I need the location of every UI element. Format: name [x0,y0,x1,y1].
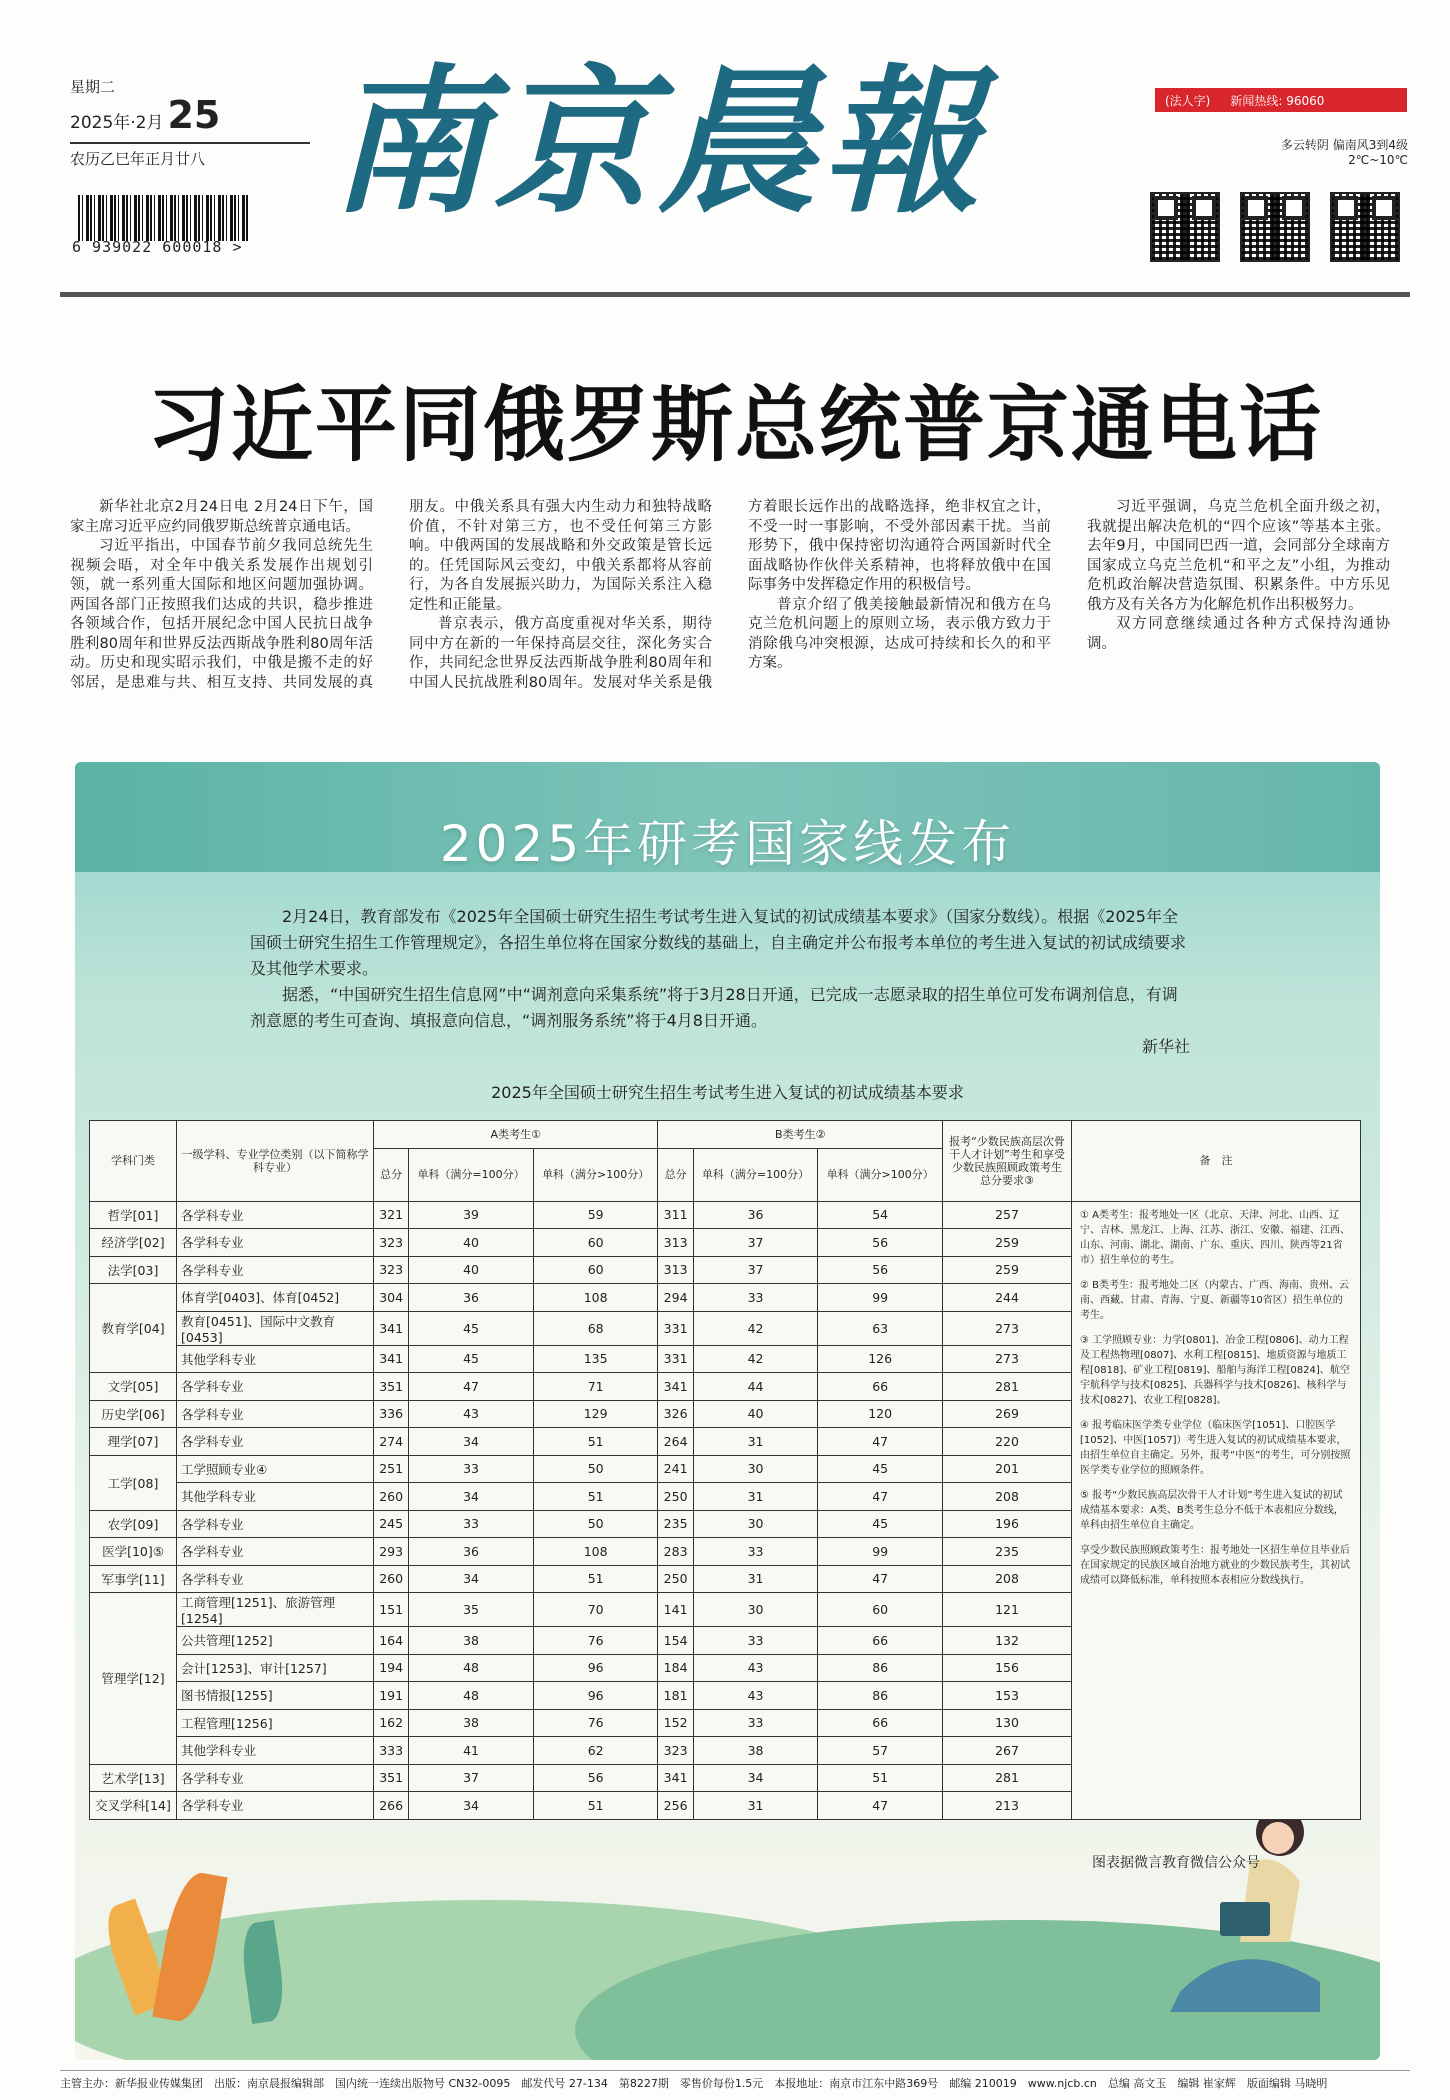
cell-score: 47 [818,1565,943,1593]
cell-score: 323 [374,1229,409,1257]
cell-score: 37 [409,1764,534,1792]
cell-discipline: 各学科专业 [177,1538,374,1566]
cell-score: 44 [693,1373,818,1401]
cell-score: 162 [374,1709,409,1737]
cell-score: 35 [409,1593,534,1627]
cell-discipline: 会计[1253]、审计[1257] [177,1654,374,1682]
cell-score: 153 [943,1682,1072,1710]
cell-score: 70 [533,1593,658,1627]
cell-score: 45 [818,1455,943,1483]
cell-score: 213 [943,1792,1072,1820]
cell-score: 181 [658,1682,693,1710]
hotline-label: (法人字) [1165,93,1211,108]
cell-score: 326 [658,1400,693,1428]
note-item: ① A类考生：报考地处一区（北京、天津、河北、山西、辽宁、吉林、黑龙江、上海、江苏、浙江、安徽、福建、江西、山东、河南、湖北、湖南、广东、重庆、四川、陕西等21省市）招生单位的考生。 [1080,1209,1350,1266]
cell-score: 31 [693,1428,818,1456]
day-number: 25 [167,93,221,137]
cell-score: 42 [693,1345,818,1373]
cell-score: 311 [658,1201,693,1229]
cell-score: 51 [818,1764,943,1792]
cell-score: 34 [409,1565,534,1593]
cell-category: 哲学[01] [90,1201,177,1229]
cell-score: 59 [533,1201,658,1229]
cell-score: 151 [374,1593,409,1627]
cell-score: 45 [409,1345,534,1373]
cell-score: 40 [693,1400,818,1428]
qr-code-icon[interactable] [1240,192,1310,262]
cell-score: 34 [693,1764,818,1792]
cell-score: 47 [818,1483,943,1511]
cell-score: 273 [943,1311,1072,1345]
cell-score: 260 [374,1565,409,1593]
article-paragraph: 习近平指出，中国春节前夕我同总统先生视频会晤，对全年中俄关系发展作出规划引领，就一系列重大国际和地区问题加强协调。两国各部门正按照我们达成的共识，稳步推进各领域合作，包括开展纪念中国人民抗日战争胜利80周年和世界反法西斯战争胜利80周年活动。历史和现实昭示我们，中俄是搬不走的好邻居，是患难与共、相互支持、共同发展的真朋友。中俄关系具有强大内生动力和独特战略价值，不针对第三方，也不受任何第三方影响。中俄两国的发展战略和外交政策是管长远的。任凭国际风云变幻，中俄关系都将从容前行，为各自发展振兴助力，为国际关系注入稳定性和正能量。 [70,499,712,691]
cell-score: 164 [374,1627,409,1655]
cell-score: 86 [818,1682,943,1710]
cell-score: 99 [818,1538,943,1566]
hotline-number: 新闻热线: 96060 [1230,93,1325,108]
weather-condition: 多云转阴 偏南风3到4级 [1280,138,1408,152]
cell-score: 244 [943,1284,1072,1312]
header-single-100: 单科（满分=100分） [693,1148,818,1201]
article-paragraph: 习近平强调，乌克兰危机全面升级之初，我就提出解决危机的“四个应该”等基本主张。去年9月，中国同巴西一道，会同部分全球南方国家成立乌克兰危机“和平之友”小组，为推动危机政治解决营造氛围、积累条件。中方乐见俄方及有关各方为化解危机作出积极努力。 [1087,499,1390,613]
cell-score: 283 [658,1538,693,1566]
note-item: ④ 报考临床医学类专业学位（临床医学[1051]、口腔医学[1052]、中医[1057]）考生进入复试的初试成绩基本要求，由招生单位自主确定。另外，报考“中医”的考生，可分别按照医学类专业学位的照顾条件。 [1080,1419,1351,1476]
qr-code-icon[interactable] [1330,192,1400,262]
cell-score: 341 [658,1764,693,1792]
cell-category: 艺术学[13] [90,1764,177,1792]
cell-discipline: 各学科专业 [177,1201,374,1229]
cell-discipline: 各学科专业 [177,1256,374,1284]
cell-score: 36 [409,1284,534,1312]
cell-score: 41 [409,1737,534,1765]
cell-discipline: 各学科专业 [177,1510,374,1538]
cell-score: 33 [409,1455,534,1483]
date-block [70,78,310,169]
cell-score: 30 [693,1510,818,1538]
cell-score: 30 [693,1593,818,1627]
feature-intro [250,904,1190,1060]
cell-score: 108 [533,1538,658,1566]
cell-score: 130 [943,1709,1072,1737]
cell-score: 341 [374,1311,409,1345]
cell-score: 60 [533,1229,658,1257]
cell-discipline: 其他学科专业 [177,1483,374,1511]
cell-score: 323 [374,1256,409,1284]
cell-score: 331 [658,1345,693,1373]
cell-score: 31 [693,1792,818,1820]
cell-discipline: 工学照顾专业④ [177,1455,374,1483]
cell-score: 31 [693,1483,818,1511]
cell-category: 医学[10]⑤ [90,1538,177,1566]
cell-score: 50 [533,1510,658,1538]
cell-score: 96 [533,1682,658,1710]
cell-score: 241 [658,1455,693,1483]
cell-category: 农学[09] [90,1510,177,1538]
note-item: ⑤ 报考“少数民族高层次骨干人才计划”考生进入复试的初试成绩基本要求：A类、B类考生总分不低于本表相应分数线，单科由招生单位自主确定。 [1080,1489,1344,1531]
cell-score: 40 [409,1229,534,1257]
cell-score: 201 [943,1455,1072,1483]
cell-score: 256 [658,1792,693,1820]
article-paragraph: 普京表示，俄方高度重视对华关系，期待同中方在新的一年保持高层交往，深化务实合作，共同纪念世界反法西斯战争胜利80周年和中国人民抗战胜利80周年。发展对华关系是俄方着眼长远作出的战略选择，绝非权宜之计，不受一时一事影响，不受外部因素干扰。当前形势下，俄中保持密切沟通符合两国新时代全面战略协作伙伴关系精神，也将释放俄中在国际事务中发挥稳定作用的积极信号。 [409,499,1051,691]
cell-score: 62 [533,1737,658,1765]
cell-score: 281 [943,1764,1072,1792]
imprint-footer: 主管主办：新华报业传媒集团 出版：南京晨报编辑部 国内统一连续出版物号 CN32-0095 邮发代号 27-134 第8227期 零售价每份1.5元 本报地址：南京市江东中路369号 邮编 210019 www.njcb.cn 总编 高文玉 编辑 崔家辉 版面编辑 马晓明 [60,2070,1410,2091]
score-table [89,1120,1361,1820]
cell-score: 250 [658,1565,693,1593]
cell-discipline: 各学科专业 [177,1792,374,1820]
cell-score: 30 [693,1455,818,1483]
cell-score: 293 [374,1538,409,1566]
header-total: 总分 [374,1148,409,1201]
feature-title: 2025年研考国家线发布 [439,815,1016,873]
cell-category: 交叉学科[14] [90,1792,177,1820]
cell-score: 267 [943,1737,1072,1765]
cell-category: 工学[08] [90,1455,177,1510]
exam-score-feature [75,762,1380,2060]
cell-score: 45 [409,1311,534,1345]
cell-category: 教育学[04] [90,1284,177,1373]
cell-score: 351 [374,1764,409,1792]
cell-score: 56 [818,1229,943,1257]
cell-score: 42 [693,1311,818,1345]
cell-score: 341 [658,1373,693,1401]
cell-score: 33 [693,1709,818,1737]
cell-score: 208 [943,1483,1072,1511]
cell-category: 管理学[12] [90,1593,177,1765]
header-a-group: A类考生① [374,1121,658,1149]
cell-score: 36 [693,1201,818,1229]
cell-score: 132 [943,1627,1072,1655]
cell-score: 191 [374,1682,409,1710]
barcode-number: 6 939022 600018 > [72,238,243,256]
cell-discipline: 各学科专业 [177,1229,374,1257]
header-special: 报考“少数民族高层次骨干人才计划”考生和享受少数民族照顾政策考生总分要求③ [943,1121,1072,1202]
cell-discipline: 工程管理[1256] [177,1709,374,1737]
cell-score: 108 [533,1284,658,1312]
qr-code-icon[interactable] [1150,192,1220,262]
cell-score: 313 [658,1256,693,1284]
cell-score: 43 [693,1654,818,1682]
cell-score: 63 [818,1311,943,1345]
cell-score: 331 [658,1311,693,1345]
cell-score: 304 [374,1284,409,1312]
cell-score: 235 [658,1510,693,1538]
cell-discipline: 各学科专业 [177,1400,374,1428]
cell-score: 33 [693,1627,818,1655]
cell-score: 57 [818,1737,943,1765]
cell-category: 法学[03] [90,1256,177,1284]
cell-score: 76 [533,1709,658,1737]
newspaper-logo [330,48,1110,238]
cell-score: 47 [818,1792,943,1820]
header-category: 学科门类 [90,1121,177,1202]
cell-discipline: 体育学[0403]、体育[0452] [177,1284,374,1312]
cell-score: 36 [409,1538,534,1566]
cell-score: 76 [533,1627,658,1655]
cell-score: 313 [658,1229,693,1257]
weekday: 星期二 [70,78,116,96]
header-single-over: 单科（满分>100分） [818,1148,943,1201]
cell-discipline: 其他学科专业 [177,1737,374,1765]
cell-score: 351 [374,1373,409,1401]
chart-credit: 图表据微言教育微信公众号 [1092,1855,1260,1871]
cell-score: 33 [693,1538,818,1566]
cell-score: 250 [658,1483,693,1511]
cell-category: 经济学[02] [90,1229,177,1257]
header-total: 总分 [658,1148,693,1201]
cell-score: 269 [943,1400,1072,1428]
hotline-bar [1155,88,1407,112]
cell-score: 71 [533,1373,658,1401]
cell-score: 260 [374,1483,409,1511]
cell-score: 45 [818,1510,943,1538]
cell-score: 126 [818,1345,943,1373]
cell-score: 264 [658,1428,693,1456]
cell-score: 66 [818,1709,943,1737]
cell-category: 军事学[11] [90,1565,177,1593]
cell-category: 文学[05] [90,1373,177,1401]
cell-discipline: 各学科专业 [177,1565,374,1593]
header-single-over: 单科（满分>100分） [533,1148,658,1201]
cell-score: 281 [943,1373,1072,1401]
cell-score: 51 [533,1792,658,1820]
cell-score: 51 [533,1483,658,1511]
cell-score: 220 [943,1428,1072,1456]
intro-source: 新华社 [1141,1037,1190,1056]
cell-discipline: 图书情报[1255] [177,1682,374,1710]
cell-score: 56 [818,1256,943,1284]
intro-paragraph: 2月24日，教育部发布《2025年全国硕士研究生招生考试考生进入复试的初试成绩基本要求》（国家分数线）。根据《2025年全国硕士研究生招生工作管理规定》，各招生单位将在国家分数线的基础上，自主确定并公布报考本单位的考生进入复试的初试成绩要求及其他学术要求。 [250,907,1187,978]
cell-score: 54 [818,1201,943,1229]
table-row [90,1201,1361,1229]
cell-discipline: 各学科专业 [177,1373,374,1401]
cell-score: 294 [658,1284,693,1312]
note-item: ③ 工学照顾专业：力学[0801]、冶金工程[0806]、动力工程及工程热物理[0807]、水利工程[0815]、地质资源与地质工程[0818]、矿业工程[0819]、船舶与海洋工程[0824]、航空宇航科学与技术[0825]、兵器科学与技术[0826]、核科学与技术[0827]、农业工程[0828]。 [1080,1334,1350,1406]
cell-score: 33 [409,1510,534,1538]
header-single-100: 单科（满分=100分） [409,1148,534,1201]
cell-category: 历史学[06] [90,1400,177,1428]
note-item: ② B类考生：报考地处二区（内蒙古、广西、海南、贵州、云南、西藏、甘肃、青海、宁夏、新疆等10省区）招生单位的考生。 [1080,1279,1350,1321]
note-item: 享受少数民族照顾政策考生：报考地处一区招生单位且毕业后在国家规定的民族区域自治地方就业的少数民族考生，其初试成绩可以降低标准，单科按照本表相应分数线执行。 [1080,1544,1350,1586]
cell-discipline: 其他学科专业 [177,1345,374,1373]
cell-score: 66 [818,1373,943,1401]
cell-score: 99 [818,1284,943,1312]
lead-headline: 习近平同俄罗斯总统普京通电话 [146,378,1323,473]
score-table-body [90,1201,1361,1819]
cell-score: 34 [409,1483,534,1511]
cell-score: 48 [409,1654,534,1682]
newspaper-title: 南京晨報 [330,50,986,235]
header-discipline: 一级学科、专业学位类别（以下简称学科专业） [177,1121,374,1202]
cell-discipline: 各学科专业 [177,1428,374,1456]
cell-score: 51 [533,1565,658,1593]
cell-score: 48 [409,1682,534,1710]
cell-score: 135 [533,1345,658,1373]
cell-score: 60 [533,1256,658,1284]
cell-score: 37 [693,1256,818,1284]
cell-score: 31 [693,1565,818,1593]
cell-score: 66 [818,1627,943,1655]
cell-discipline: 公共管理[1252] [177,1627,374,1655]
cell-score: 245 [374,1510,409,1538]
cell-score: 341 [374,1345,409,1373]
cell-score: 194 [374,1654,409,1682]
article-paragraph: 双方同意继续通过各种方式保持沟通协调。 [1087,616,1390,652]
cell-score: 333 [374,1737,409,1765]
cell-score: 56 [533,1764,658,1792]
cell-score: 152 [658,1709,693,1737]
cell-score: 259 [943,1229,1072,1257]
cell-score: 141 [658,1593,693,1627]
cell-score: 96 [533,1654,658,1682]
cell-score: 259 [943,1256,1072,1284]
cell-score: 323 [658,1737,693,1765]
masthead-divider [60,292,1410,297]
intro-paragraph: 据悉，“中国研究生招生信息网”中“调剂意向采集系统”将于3月28日开通，已完成一志愿录取的招生单位可发布调剂信息，有调剂意愿的考生可查询、填报意向信息，“调剂服务系统”将于4月8日开通。 [250,985,1178,1030]
lead-article [70,498,1390,708]
header-notes: 备 注 [1072,1121,1361,1202]
cell-score: 34 [409,1428,534,1456]
cell-score: 68 [533,1311,658,1345]
cell-score: 38 [693,1737,818,1765]
cell-score: 251 [374,1455,409,1483]
cell-score: 39 [409,1201,534,1229]
cell-score: 47 [409,1373,534,1401]
cell-discipline: 各学科专业 [177,1764,374,1792]
cell-score: 34 [409,1792,534,1820]
article-paragraph: 普京介绍了俄美接触最新情况和俄方在乌克兰危机问题上的原则立场，表示俄方致力于消除俄乌冲突根源，达成可持续和长久的和平方案。 [748,596,1051,671]
cell-score: 208 [943,1565,1072,1593]
weather-temperature: 2℃~10℃ [1348,153,1408,167]
cell-score: 321 [374,1201,409,1229]
cell-category: 理学[07] [90,1428,177,1456]
barcode-icon [78,195,248,241]
cell-score: 196 [943,1510,1072,1538]
cell-score: 38 [409,1627,534,1655]
cell-score: 47 [818,1428,943,1456]
lunar-date: 农历乙巳年正月廿八 [70,142,310,169]
weather-block [1250,138,1408,168]
cell-score: 121 [943,1593,1072,1627]
cell-score: 86 [818,1654,943,1682]
cell-score: 154 [658,1627,693,1655]
cell-score: 40 [409,1256,534,1284]
reading-girl-icon [1160,1792,1330,2012]
cell-score: 33 [693,1284,818,1312]
cell-score: 156 [943,1654,1072,1682]
cell-score: 273 [943,1345,1072,1373]
year-month: 2025年·2月 [70,113,164,133]
cell-score: 336 [374,1400,409,1428]
cell-score: 43 [409,1400,534,1428]
cell-score: 266 [374,1792,409,1820]
date [70,93,310,137]
cell-score: 120 [818,1400,943,1428]
cell-score: 51 [533,1428,658,1456]
cell-score: 50 [533,1455,658,1483]
cell-score: 235 [943,1538,1072,1566]
cell-score: 37 [693,1229,818,1257]
table-title: 2025年全国硕士研究生招生考试考生进入复试的初试成绩基本要求 [491,1083,964,1102]
cell-score: 38 [409,1709,534,1737]
cell-score: 257 [943,1201,1072,1229]
cell-score: 60 [818,1593,943,1627]
article-paragraph: 新华社北京2月24日电 2月24日下午，国家主席习近平应约同俄罗斯总统普京通电话。 [70,499,373,535]
cell-score: 129 [533,1400,658,1428]
cell-score: 184 [658,1654,693,1682]
cell-score: 274 [374,1428,409,1456]
cell-notes [1072,1201,1361,1819]
cell-discipline: 工商管理[1251]、旅游管理[1254] [177,1593,374,1627]
header-b-group: B类考生② [658,1121,943,1149]
table-header-row [90,1121,1361,1149]
cell-score: 43 [693,1682,818,1710]
cell-discipline: 教育[0451]、国际中文教育[0453] [177,1311,374,1345]
